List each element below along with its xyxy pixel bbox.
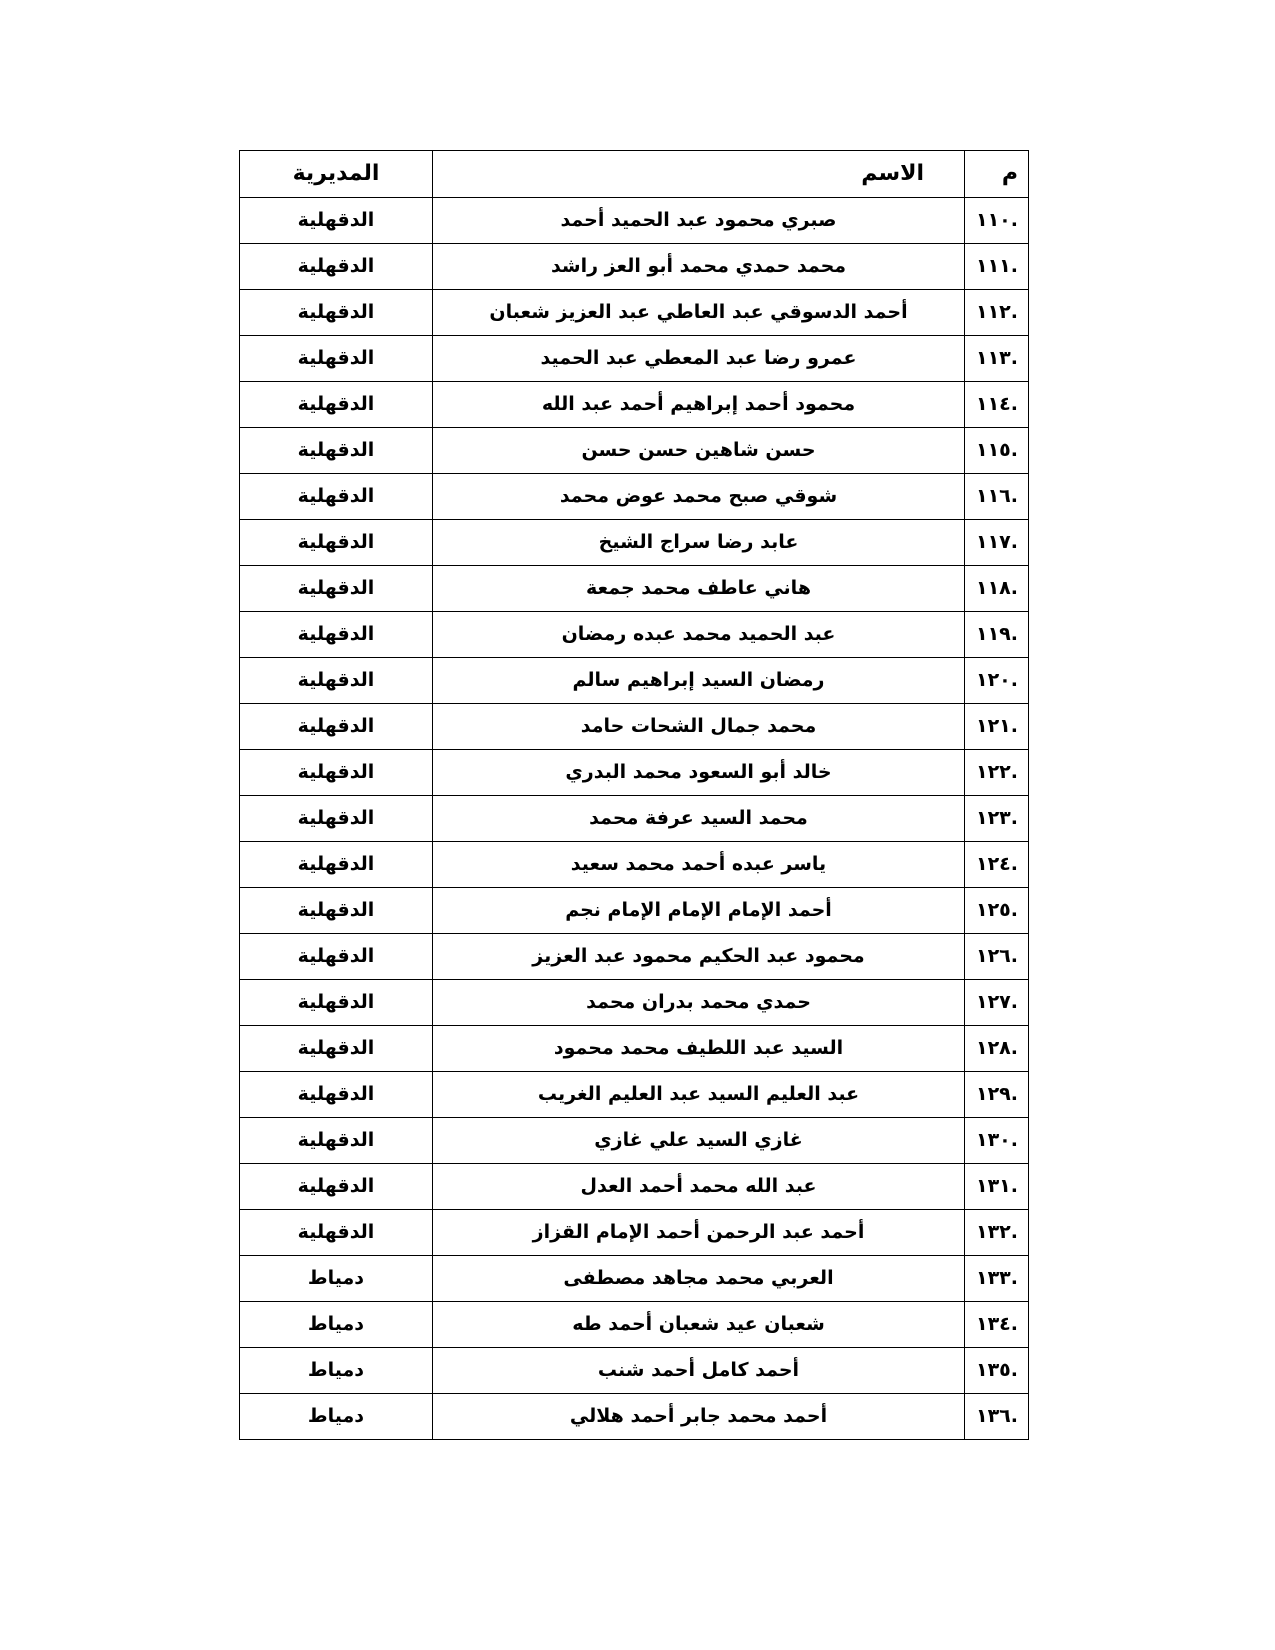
row-name: صبري محمود عبد الحميد أحمد [433, 198, 965, 244]
row-number: .١١٩ [965, 612, 1029, 658]
row-directorate: الدقهلية [240, 612, 433, 658]
row-name: أحمد محمد جابر أحمد هلالي [433, 1394, 965, 1440]
row-directorate: دمياط [240, 1256, 433, 1302]
row-number: .١٣١ [965, 1164, 1029, 1210]
row-number: .١٢٦ [965, 934, 1029, 980]
table-body [240, 198, 1029, 1440]
row-number: .١١٤ [965, 382, 1029, 428]
table-row [240, 1072, 1029, 1118]
table-row [240, 290, 1029, 336]
row-number: .١١٦ [965, 474, 1029, 520]
table-row [240, 244, 1029, 290]
row-name: عبد الحميد محمد عبده رمضان [433, 612, 965, 658]
row-number: .١٣٦ [965, 1394, 1029, 1440]
table-row [240, 934, 1029, 980]
table-row [240, 1026, 1029, 1072]
roster-table [239, 150, 1029, 1440]
row-number: .١١٨ [965, 566, 1029, 612]
row-name: محمود عبد الحكيم محمود عبد العزيز [433, 934, 965, 980]
row-number: .١١٥ [965, 428, 1029, 474]
table-row [240, 566, 1029, 612]
row-directorate: الدقهلية [240, 1026, 433, 1072]
table-row [240, 796, 1029, 842]
row-directorate: دمياط [240, 1394, 433, 1440]
row-number: .١٣٥ [965, 1348, 1029, 1394]
row-name: محمد جمال الشحات حامد [433, 704, 965, 750]
header-number: م [965, 151, 1029, 198]
row-number: .١٢٠ [965, 658, 1029, 704]
table-row [240, 658, 1029, 704]
table-row [240, 750, 1029, 796]
row-number: .١١٣ [965, 336, 1029, 382]
row-name: هاني عاطف محمد جمعة [433, 566, 965, 612]
row-name: محمد السيد عرفة محمد [433, 796, 965, 842]
row-name: العربي محمد مجاهد مصطفى [433, 1256, 965, 1302]
table-row [240, 198, 1029, 244]
table-row [240, 1302, 1029, 1348]
row-directorate: الدقهلية [240, 336, 433, 382]
row-name: شوقي صبح محمد عوض محمد [433, 474, 965, 520]
row-directorate: الدقهلية [240, 1118, 433, 1164]
row-name: السيد عبد اللطيف محمد محمود [433, 1026, 965, 1072]
row-name: غازي السيد علي غازي [433, 1118, 965, 1164]
row-name: محمود أحمد إبراهيم أحمد عبد الله [433, 382, 965, 428]
row-name: عمرو رضا عبد المعطي عبد الحميد [433, 336, 965, 382]
row-number: .١٢٢ [965, 750, 1029, 796]
table-row [240, 382, 1029, 428]
row-directorate: الدقهلية [240, 888, 433, 934]
row-directorate: الدقهلية [240, 290, 433, 336]
row-name: شعبان عيد شعبان أحمد طه [433, 1302, 965, 1348]
row-name: حسن شاهين حسن حسن [433, 428, 965, 474]
row-directorate: الدقهلية [240, 520, 433, 566]
table-row [240, 1256, 1029, 1302]
row-name: أحمد عبد الرحمن أحمد الإمام القزاز [433, 1210, 965, 1256]
row-name: عابد رضا سراج الشيخ [433, 520, 965, 566]
table-row [240, 520, 1029, 566]
row-name: خالد أبو السعود محمد البدري [433, 750, 965, 796]
row-directorate: الدقهلية [240, 980, 433, 1026]
row-name: أحمد الإمام الإمام الإمام نجم [433, 888, 965, 934]
table-row [240, 1210, 1029, 1256]
row-number: .١٣٣ [965, 1256, 1029, 1302]
row-name: أحمد كامل أحمد شنب [433, 1348, 965, 1394]
row-directorate: الدقهلية [240, 1164, 433, 1210]
row-name: أحمد الدسوقي عبد العاطي عبد العزيز شعبان [433, 290, 965, 336]
row-directorate: الدقهلية [240, 198, 433, 244]
table-row [240, 704, 1029, 750]
row-number: .١٣٤ [965, 1302, 1029, 1348]
row-number: .١٢٤ [965, 842, 1029, 888]
table-row [240, 474, 1029, 520]
row-number: .١١١ [965, 244, 1029, 290]
row-number: .١١٠ [965, 198, 1029, 244]
table-row [240, 1394, 1029, 1440]
table-row [240, 428, 1029, 474]
row-directorate: الدقهلية [240, 1210, 433, 1256]
row-number: .١٢٨ [965, 1026, 1029, 1072]
table-row [240, 980, 1029, 1026]
row-number: .١٣٢ [965, 1210, 1029, 1256]
table-row [240, 1348, 1029, 1394]
table-row [240, 1164, 1029, 1210]
header-name: الاسم [433, 151, 965, 198]
row-name: ياسر عبده أحمد محمد سعيد [433, 842, 965, 888]
row-number: .١٢١ [965, 704, 1029, 750]
row-number: .١٢٧ [965, 980, 1029, 1026]
row-name: محمد حمدي محمد أبو العز راشد [433, 244, 965, 290]
row-directorate: الدقهلية [240, 1072, 433, 1118]
row-directorate: الدقهلية [240, 428, 433, 474]
table-row [240, 888, 1029, 934]
row-name: عبد العليم السيد عبد العليم الغريب [433, 1072, 965, 1118]
row-number: .١١٧ [965, 520, 1029, 566]
row-directorate: دمياط [240, 1348, 433, 1394]
table-row [240, 1118, 1029, 1164]
row-number: .١٢٩ [965, 1072, 1029, 1118]
row-directorate: الدقهلية [240, 796, 433, 842]
row-directorate: الدقهلية [240, 244, 433, 290]
table-row [240, 336, 1029, 382]
row-directorate: الدقهلية [240, 658, 433, 704]
row-number: .١٣٠ [965, 1118, 1029, 1164]
row-name: حمدي محمد بدران محمد [433, 980, 965, 1026]
row-number: .١٢٥ [965, 888, 1029, 934]
row-directorate: الدقهلية [240, 382, 433, 428]
row-number: .١٢٣ [965, 796, 1029, 842]
row-directorate: الدقهلية [240, 704, 433, 750]
row-directorate: الدقهلية [240, 566, 433, 612]
header-directorate: المديرية [240, 151, 433, 198]
row-directorate: الدقهلية [240, 750, 433, 796]
row-directorate: الدقهلية [240, 934, 433, 980]
table-header-row [240, 151, 1029, 198]
table-row [240, 842, 1029, 888]
row-directorate: الدقهلية [240, 842, 433, 888]
row-name: رمضان السيد إبراهيم سالم [433, 658, 965, 704]
row-number: .١١٢ [965, 290, 1029, 336]
row-name: عبد الله محمد أحمد العدل [433, 1164, 965, 1210]
row-directorate: دمياط [240, 1302, 433, 1348]
row-directorate: الدقهلية [240, 474, 433, 520]
table-row [240, 612, 1029, 658]
